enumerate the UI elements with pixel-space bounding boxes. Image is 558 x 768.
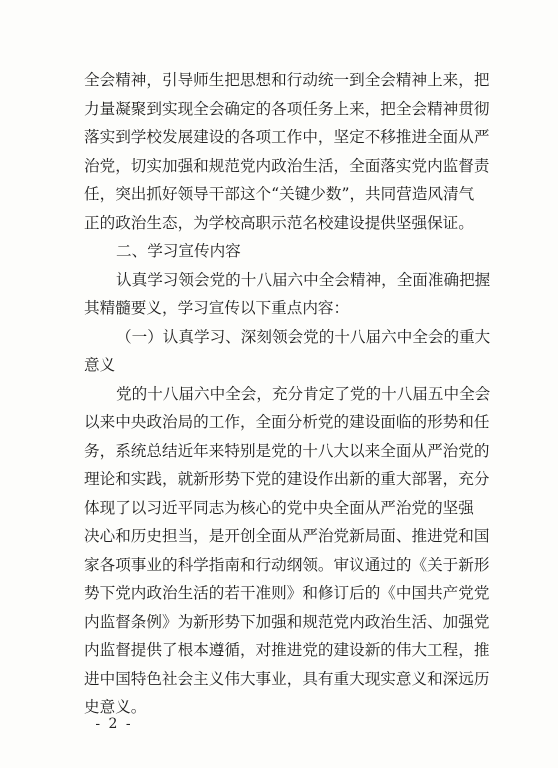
- body-line: 以来中央政治局的工作，全面分析党的建设面临的形势和任: [84, 413, 490, 431]
- body-line: 理论和实践，就新形势下党的建设作出新的重大部署，充分: [84, 470, 490, 488]
- page-number: - 2 -: [95, 716, 133, 732]
- body-line: 认真学习领会党的十八届六中全会精神，全面准确把握: [116, 271, 491, 289]
- section-heading: 二、学习宣传内容: [116, 242, 241, 260]
- body-line: 内监督条例》为新形势下加强和规范党内政治生活、加强党: [84, 613, 490, 631]
- body-line: 务，系统总结近年来特别是党的十八大以来全面从严治党的: [84, 442, 490, 460]
- body-line: 其精髓要义，学习宣传以下重点内容：: [84, 299, 350, 317]
- body-line: 体现了以习近平同志为核心的党中央全面从严治党的坚强: [84, 499, 474, 517]
- body-line: 任，突出抓好领导干部这个“关键少数”，共同营造风清气: [84, 185, 475, 203]
- body-line: 势下党内政治生活的若干准则》和修订后的《中国共产党党: [84, 584, 490, 602]
- body-line: 落实到学校发展建设的各项工作中，坚定不移推进全面从严: [84, 128, 490, 146]
- body-line: 进中国特色社会主义伟大事业，具有重大现实意义和深远历: [84, 670, 490, 688]
- body-line: 史意义。: [84, 698, 147, 716]
- body-line: 家各项事业的科学指南和行动纲领。审议通过的《关于新形: [84, 556, 490, 574]
- body-line: 全会精神，引导师生把思想和行动统一到全会精神上来，把: [84, 71, 490, 89]
- body-line: 决心和历史担当，是开创全面从严治党新局面、推进党和国: [84, 527, 490, 545]
- body-line: 内监督提供了根本遵循，对推进党的建设新的伟大工程，推: [84, 641, 490, 659]
- body-line: 治党，切实加强和规范党内政治生活，全面落实党内监督责: [84, 157, 490, 175]
- body-line: 力量凝聚到实现全会确定的各项任务上来，把全会精神贯彻: [84, 100, 490, 118]
- subsection-heading: （一）认真学习、深刻领会党的十八届六中全会的重大: [116, 328, 491, 346]
- body-line: 正的政治生态，为学校高职示范名校建设提供坚强保证。: [84, 214, 474, 232]
- body-line: 党的十八届六中全会，充分肯定了党的十八届五中全会: [116, 385, 491, 403]
- subsection-heading-continued: 意义: [84, 356, 116, 374]
